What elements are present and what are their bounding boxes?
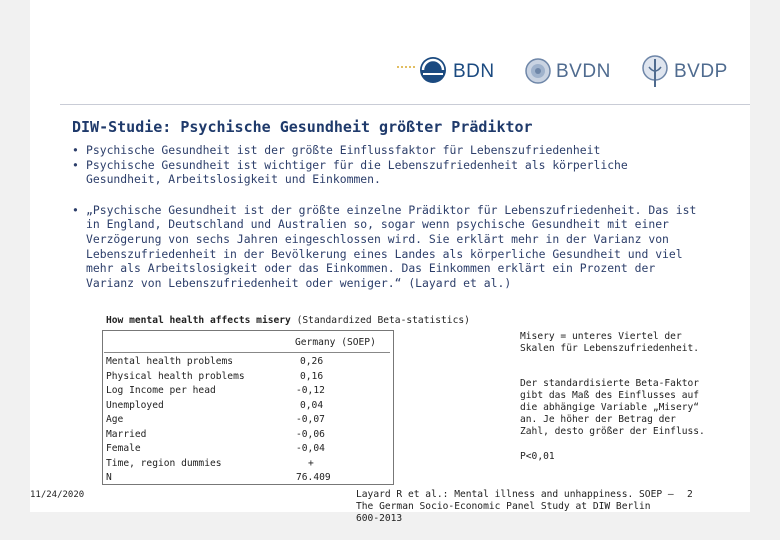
p-value-note: P<0,01 xyxy=(520,451,555,462)
table-cell-value: -0,04 xyxy=(296,443,325,454)
slide-title: DIW-Studie: Psychische Gesundheit größter Prädiktor xyxy=(72,118,533,136)
bullet-text: Psychische Gesundheit ist wichtiger für die Lebenszufriedenheit als körperliche Gesundheit, Arbeitslosigkeit und Einkommen. xyxy=(86,157,628,187)
bvdp-logo-text: BVDP xyxy=(674,61,728,82)
bullet-text: „Psychische Gesundheit ist der größte einzelne Prädiktor für Lebenszufriedenheit. Das ist in England, Deutschland und Australien so, sogar wenn psychische Gesundheit mit einer Verzögerung von sechs Jahren eingeschlossen wird. Sie erklärt mehr in der Varianz von Lebenszufriedenheit in der Bevölkerung eines Landes als körperliche Gesundheit und viel mehr als Arbeitslosigkeit oder das Einkommen. Das Einkommen erklärt ein Prozent der Varianz von Lebenszufriedenheit oder weniger.“ (Layard et al.) xyxy=(86,202,697,290)
bullet-dot-icon: • xyxy=(72,143,79,157)
table-row-label: Mental health problems xyxy=(106,356,234,367)
table-caption xyxy=(106,315,470,326)
misery-definition-note: Misery = unteres Viertel der Skalen für Lebenszufriedenheit. xyxy=(520,331,700,354)
table-cell-value: -0,06 xyxy=(296,428,325,440)
bullet-text: Psychische Gesundheit ist der größte Einflussfaktor für Lebenszufriedenheit xyxy=(86,143,601,157)
table-cell-value: -0,07 xyxy=(296,414,325,425)
bullet-list xyxy=(70,143,710,290)
bullet-item xyxy=(70,158,710,187)
table-cell-value: 0,16 xyxy=(300,370,324,382)
table-row-label: Time, region dummies xyxy=(106,457,222,469)
table-row-label: Log Income per head xyxy=(106,385,216,396)
bullet-dot-icon: • xyxy=(72,202,79,217)
table-row-label: Unemployed xyxy=(106,399,164,411)
bvdp-seal-icon xyxy=(640,53,670,91)
table-row-label: Physical health problems xyxy=(106,370,245,382)
bdn-logo-text: BDN xyxy=(453,61,495,82)
table-header-rule xyxy=(104,352,390,353)
footer-date: 11/24/2020 xyxy=(30,490,85,500)
table-cell-value: -0,12 xyxy=(296,385,325,396)
table-cell-value: 0,04 xyxy=(300,399,324,411)
table-cell-value: + xyxy=(308,457,314,469)
table-cell-value: 0,26 xyxy=(300,356,324,367)
table-row-label: Female xyxy=(106,443,141,454)
table-caption-rest: (Standardized Beta-statistics) xyxy=(290,315,470,326)
bvdn-logo-text: BVDN xyxy=(556,61,611,82)
beta-factor-note: Der standardisierte Beta-Faktor gibt das Maß des Einflusses auf die abhängige Variable „Misery“ an. Je höher der Betrag der Zahl, desto größer der Einfluss. xyxy=(520,378,705,437)
table-caption-bold: How mental health affects misery xyxy=(106,315,291,326)
table-column-header: Germany (SOEP) xyxy=(295,337,376,348)
header-divider xyxy=(60,104,750,105)
page-number: 2 xyxy=(687,489,693,500)
bullet-item xyxy=(70,143,710,158)
bdn-emblem-icon xyxy=(397,52,449,92)
table-row-labels xyxy=(106,355,245,486)
table-row-label: Age xyxy=(106,414,124,425)
logo-bvdp xyxy=(640,50,728,94)
bullet-item-quote xyxy=(70,203,710,291)
table-row-values xyxy=(296,355,331,486)
logo-bdn xyxy=(397,50,495,94)
logo-bvdn xyxy=(524,50,611,94)
table-row-label: Married xyxy=(106,428,147,440)
bullet-dot-icon: • xyxy=(72,157,79,172)
bvdn-seal-icon xyxy=(524,56,552,88)
footer-source: Layard R et al.: Mental illness and unhappiness. SOEP — The German Socio-Economic Panel Study at DIW Berlin 600-2013 xyxy=(356,489,674,524)
table-cell-value: 76.409 xyxy=(296,472,331,483)
table-row-label: N xyxy=(106,472,112,483)
